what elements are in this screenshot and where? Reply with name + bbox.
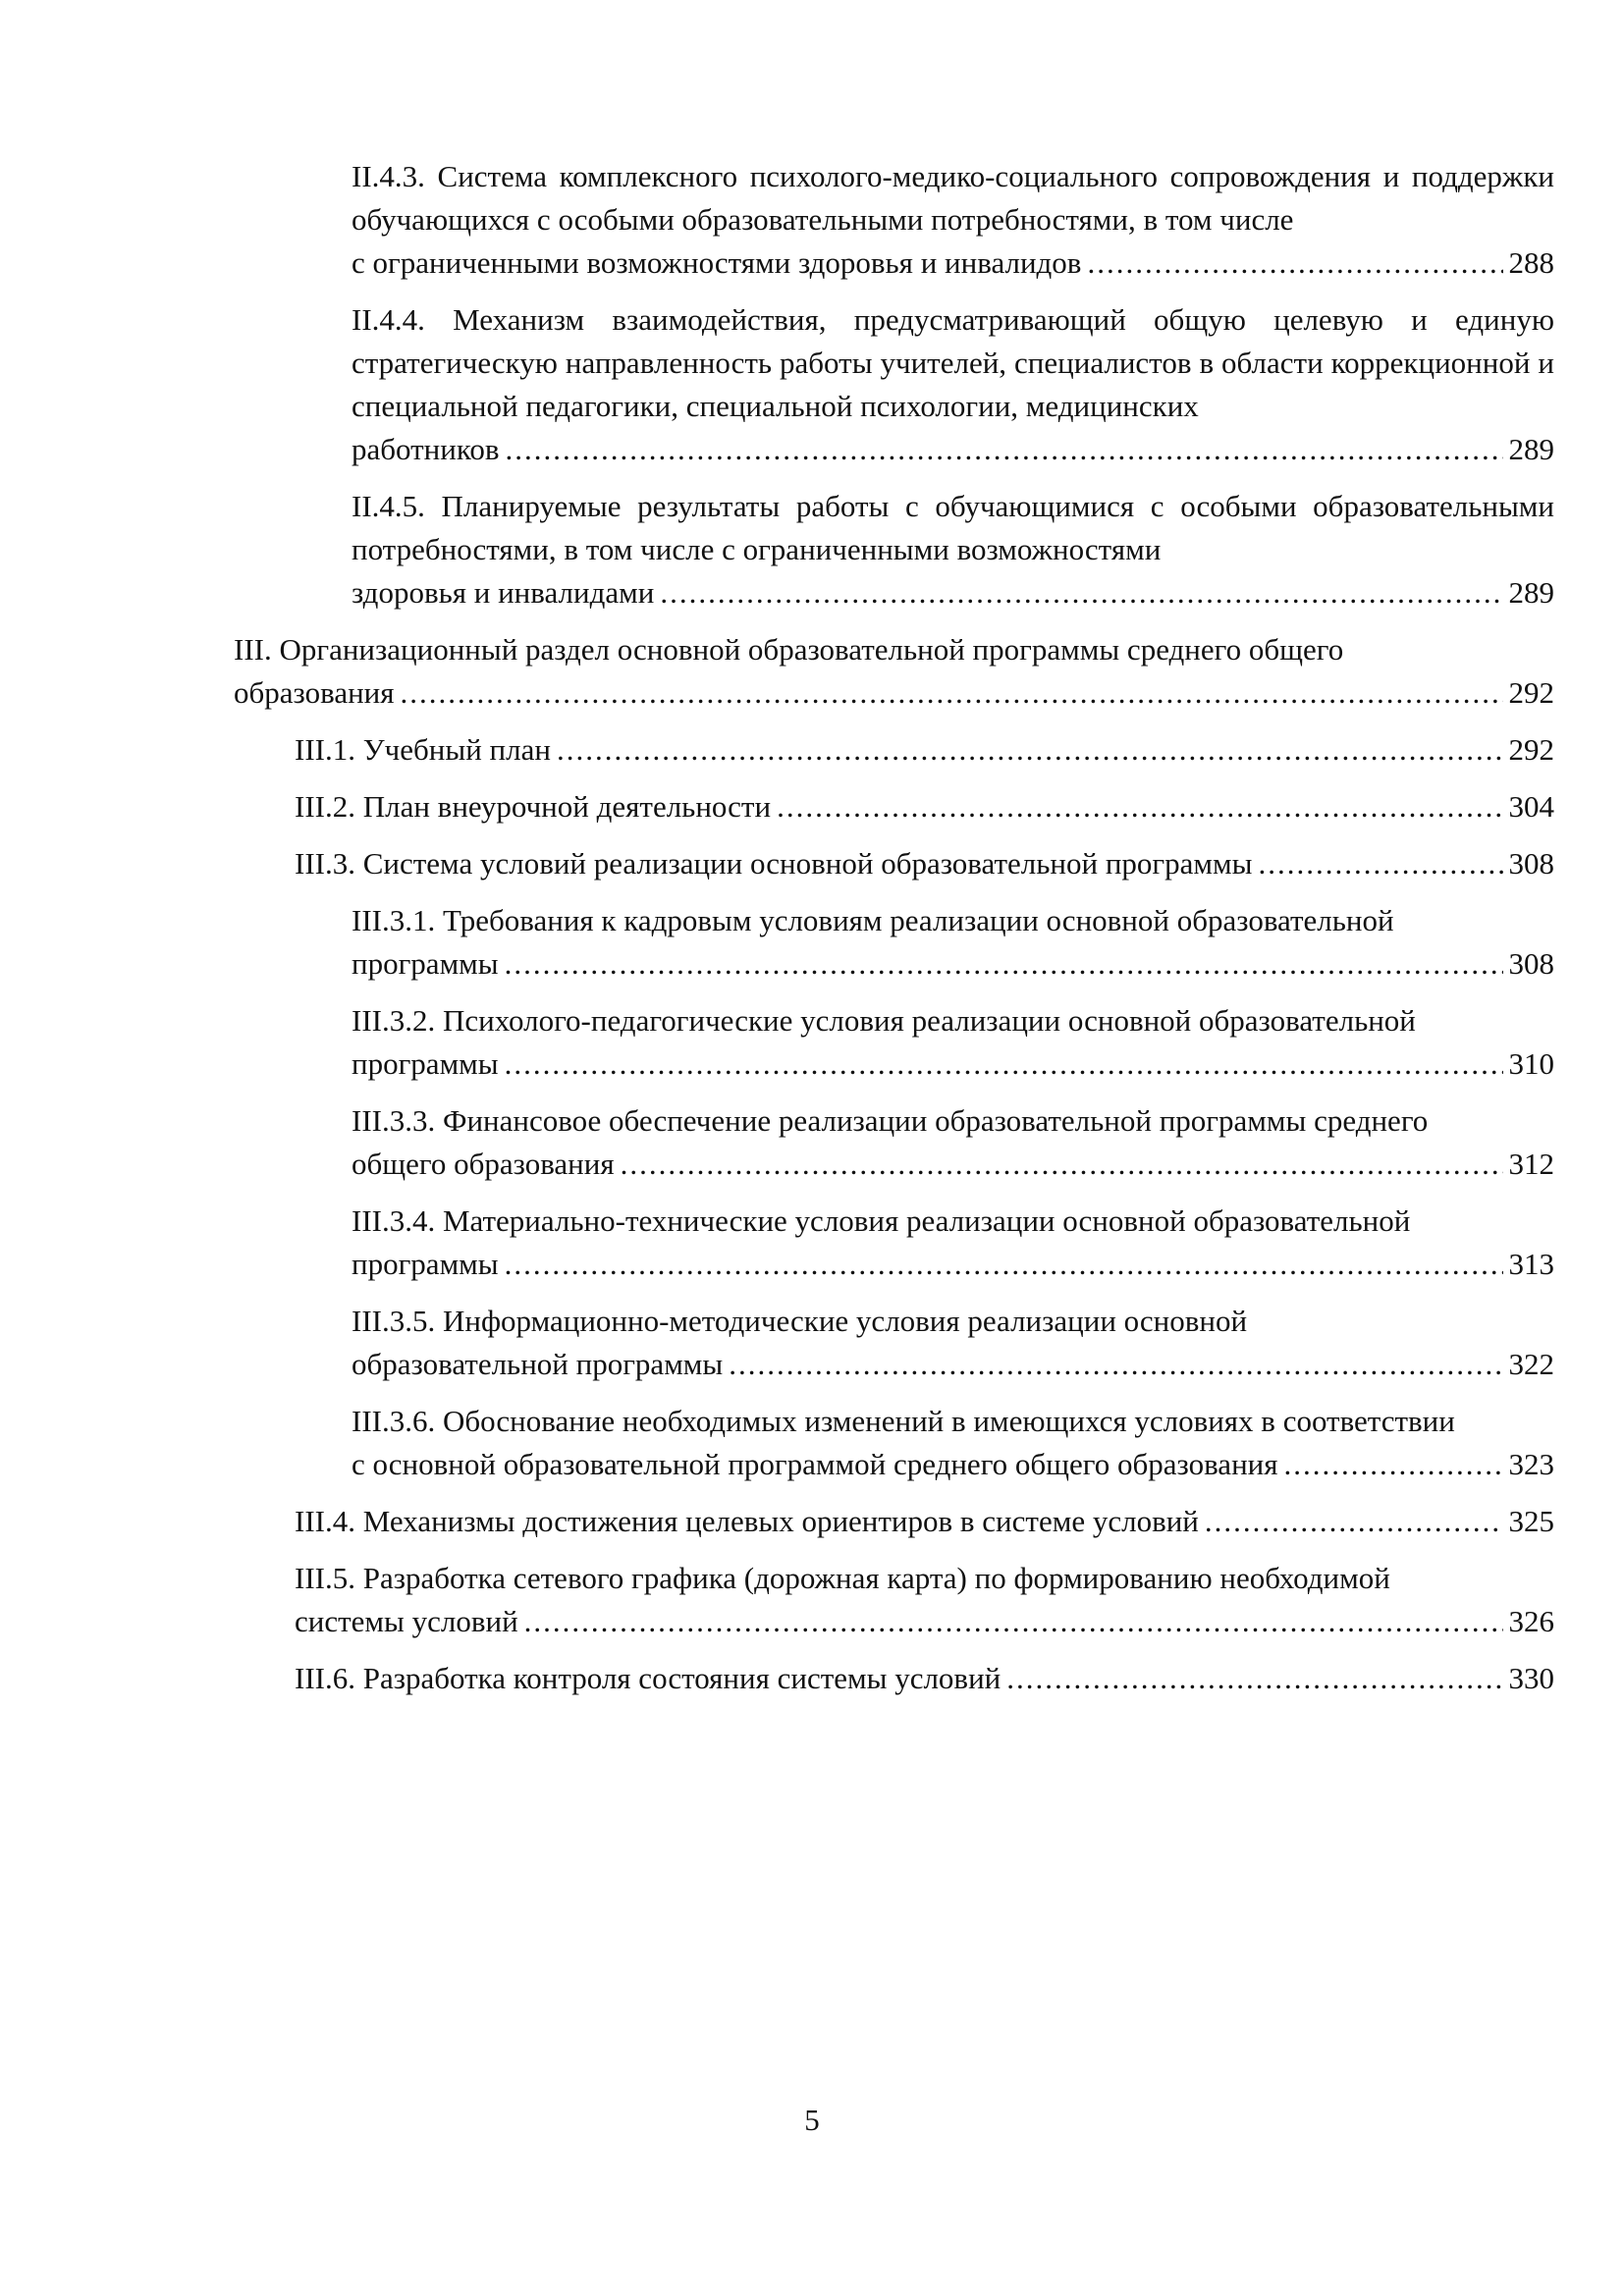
toc-dot-leader — [1006, 1657, 1502, 1700]
toc-entry[interactable] — [295, 785, 1554, 828]
toc-entry-text: III. Организационный раздел основной образовательной программы среднего общего — [234, 632, 1344, 667]
toc-page-number: 308 — [1508, 946, 1554, 981]
toc-entry-title-tail: программы — [352, 946, 499, 981]
toc-dot-leader — [524, 1600, 1503, 1643]
toc-page-number: 313 — [1508, 1247, 1554, 1281]
toc-dot-leader — [1205, 1500, 1503, 1543]
toc-entry-title-tail: работников — [352, 432, 500, 466]
toc-entry-last-line — [234, 671, 1554, 715]
toc-entry-last-line — [352, 571, 1554, 614]
toc-entry[interactable] — [352, 1200, 1554, 1286]
toc-page-number: 289 — [1508, 432, 1554, 466]
toc-entry-last-line — [352, 241, 1554, 285]
toc-entry-title-tail: программы — [352, 1046, 499, 1081]
table-of-contents — [0, 155, 1624, 1714]
toc-entry-last-line — [295, 785, 1554, 828]
toc-dot-leader — [505, 942, 1503, 986]
toc-entry-last-line — [295, 1500, 1554, 1543]
toc-entry[interactable] — [352, 899, 1554, 986]
page-number: 5 — [804, 2103, 820, 2137]
toc-dot-leader — [1087, 241, 1502, 285]
toc-entry-text: II.4.5. Планируемые результаты работы с обучающимися с особыми образовательными потребностями, в том числе с ограниченными возможностями — [352, 489, 1554, 566]
toc-entry-last-line — [352, 428, 1554, 471]
toc-entry-title-tail: образования — [234, 675, 395, 710]
toc-dot-leader — [777, 785, 1502, 828]
toc-entry-title-tail: III.3. Система условий реализации основной образовательной программы — [295, 846, 1253, 881]
toc-page-number: 308 — [1508, 846, 1554, 881]
toc-dot-leader — [505, 1042, 1503, 1086]
toc-entry[interactable] — [352, 485, 1554, 614]
toc-dot-leader — [660, 571, 1502, 614]
toc-entry-title-tail: III.4. Механизмы достижения целевых ориентиров в системе условий — [295, 1504, 1199, 1538]
toc-page-number: 326 — [1508, 1604, 1554, 1638]
toc-entry-title-tail: с ограниченными возможностями здоровья и инвалидов — [352, 245, 1082, 280]
toc-entry-last-line — [352, 1443, 1554, 1486]
toc-entry-title-tail: образовательной программы — [352, 1347, 724, 1381]
toc-entry-text: III.3.4. Материально-технические условия реализации основной образовательной — [352, 1203, 1411, 1238]
toc-entry-title-tail: III.6. Разработка контроля состояния системы условий — [295, 1661, 1001, 1695]
toc-entry-title-tail: общего образования — [352, 1147, 615, 1181]
toc-entry[interactable] — [295, 1557, 1554, 1643]
toc-entry-title-tail: III.2. План внеурочной деятельности — [295, 789, 772, 824]
toc-entry-text: III.3.2. Психолого-педагогические условия реализации основной образовательной — [352, 1003, 1416, 1038]
toc-dot-leader — [401, 671, 1503, 715]
toc-entry-last-line — [352, 1243, 1554, 1286]
toc-entry[interactable] — [352, 298, 1554, 471]
toc-page-number: 322 — [1508, 1347, 1554, 1381]
toc-page-number: 310 — [1508, 1046, 1554, 1081]
toc-dot-leader — [505, 1243, 1503, 1286]
toc-entry[interactable] — [352, 1300, 1554, 1386]
toc-entry-last-line — [295, 728, 1554, 772]
toc-entry[interactable] — [352, 999, 1554, 1086]
toc-entry-last-line — [352, 942, 1554, 986]
toc-entry[interactable] — [295, 1500, 1554, 1543]
toc-entry-last-line — [295, 1657, 1554, 1700]
toc-page-number: 288 — [1508, 245, 1554, 280]
toc-dot-leader — [1284, 1443, 1503, 1486]
toc-dot-leader — [557, 728, 1503, 772]
toc-entry-last-line — [295, 842, 1554, 885]
toc-entry[interactable] — [295, 842, 1554, 885]
toc-page-number: 323 — [1508, 1447, 1554, 1481]
toc-entry-title-tail: III.1. Учебный план — [295, 732, 551, 767]
toc-entry[interactable] — [352, 1099, 1554, 1186]
toc-entry-text: III.3.3. Финансовое обеспечение реализации образовательной программы среднего — [352, 1103, 1429, 1138]
toc-entry-last-line — [352, 1343, 1554, 1386]
toc-page-number: 292 — [1508, 675, 1554, 710]
toc-page-number: 304 — [1508, 789, 1554, 824]
toc-entry-text: II.4.4. Механизм взаимодействия, предусматривающий общую целевую и единую стратегическую направленность работы учителей, специалистов в области коррекционной и специальной педагогики, специальной психологии, медицинских — [352, 302, 1554, 423]
toc-dot-leader — [1258, 842, 1502, 885]
toc-entry-text: III.3.5. Информационно-методические условия реализации основной — [352, 1304, 1248, 1338]
toc-dot-leader — [621, 1143, 1503, 1186]
toc-page-number: 312 — [1508, 1147, 1554, 1181]
toc-entry-text: II.4.3. Система комплексного психолого-медико-социального сопровождения и поддержки обучающихся с особыми образовательными потребностями, в том числе — [352, 159, 1554, 237]
toc-entry-title-tail: системы условий — [295, 1604, 518, 1638]
toc-entry-text: III.5. Разработка сетевого графика (дорожная карта) по формированию необходимой — [295, 1561, 1390, 1595]
toc-entry[interactable] — [295, 1657, 1554, 1700]
toc-entry-last-line — [352, 1143, 1554, 1186]
toc-entry-text: III.3.6. Обоснование необходимых изменений в имеющихся условиях в соответствии — [352, 1404, 1455, 1438]
toc-entry[interactable] — [234, 628, 1554, 715]
toc-entry-title-tail: программы — [352, 1247, 499, 1281]
toc-entry[interactable] — [295, 728, 1554, 772]
toc-entry-title-tail: здоровья и инвалидами — [352, 575, 655, 610]
toc-page-number: 292 — [1508, 732, 1554, 767]
toc-entry-last-line — [352, 1042, 1554, 1086]
toc-entry-title-tail: с основной образовательной программой среднего общего образования — [352, 1447, 1278, 1481]
toc-entry[interactable] — [352, 1400, 1554, 1486]
toc-entry-text: III.3.1. Требования к кадровым условиям реализации основной образовательной — [352, 903, 1394, 937]
toc-entry[interactable] — [352, 155, 1554, 285]
toc-page-number: 325 — [1508, 1504, 1554, 1538]
toc-page-number: 330 — [1508, 1661, 1554, 1695]
toc-dot-leader — [729, 1343, 1502, 1386]
toc-entry-last-line — [295, 1600, 1554, 1643]
toc-dot-leader — [505, 428, 1502, 471]
toc-page-number: 289 — [1508, 575, 1554, 610]
